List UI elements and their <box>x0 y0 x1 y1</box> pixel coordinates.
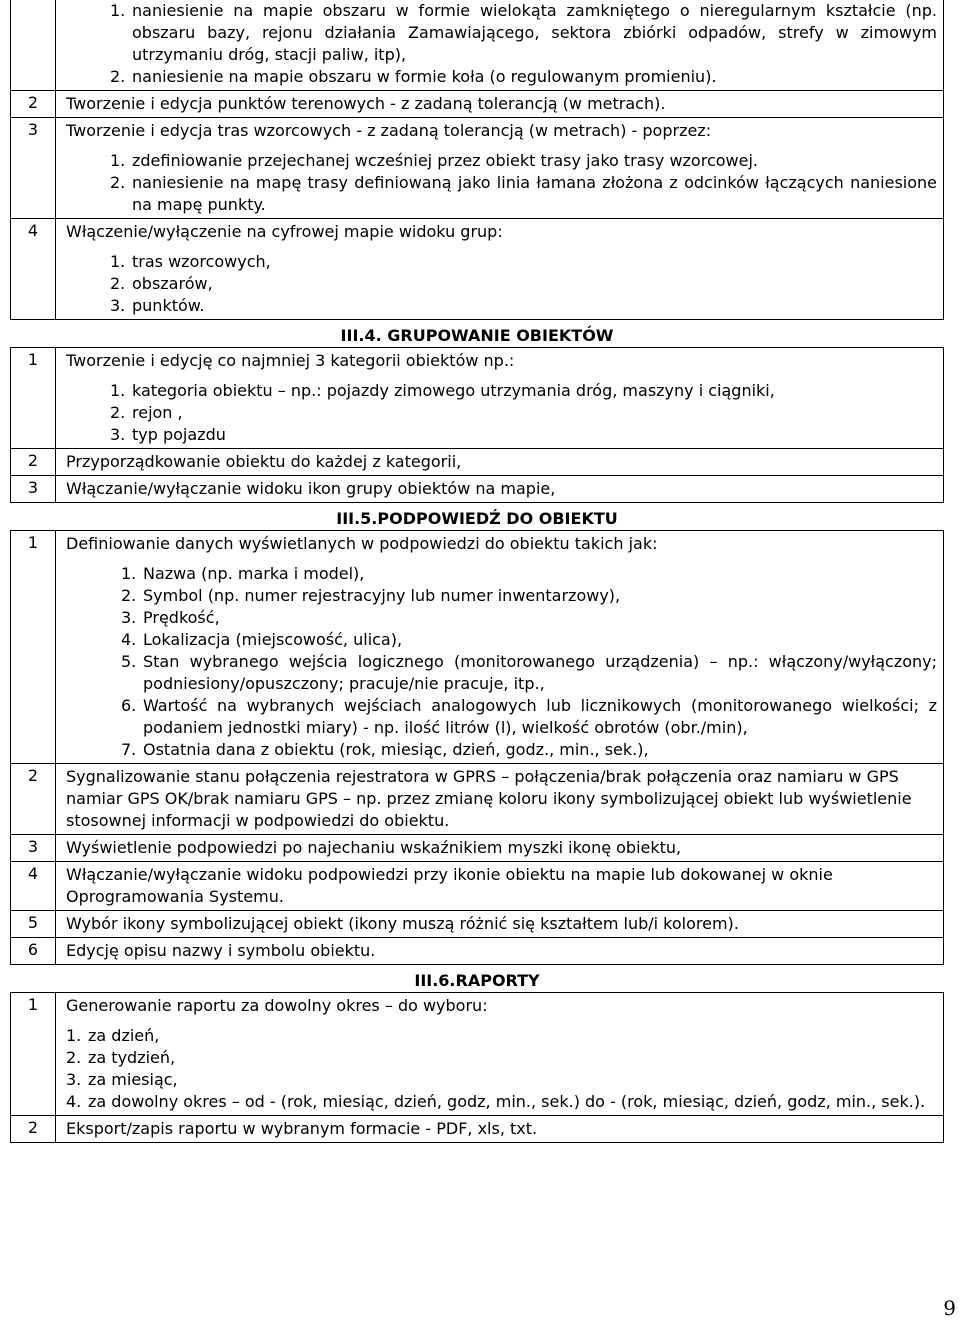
list-item <box>66 1047 937 1069</box>
row-number: 1 <box>27 533 39 552</box>
list-item-number: 1. <box>110 1 126 20</box>
row-text: Tworzenie i edycja punktów terenowych - z zadaną tolerancją (w metrach). <box>66 94 666 113</box>
row-number-cell <box>11 91 56 118</box>
list-item-number: 2. <box>110 403 126 422</box>
requirements-table <box>10 0 944 1143</box>
row-text-cell <box>56 938 944 965</box>
list-item-number: 1. <box>110 252 126 271</box>
list-item-text: tras wzorcowych, <box>132 252 271 271</box>
list-item-text: naniesienie na mapę trasy definiowaną jako linia łamana złożona z odcinków łączących naniesione na mapę punkty. <box>132 173 937 214</box>
row-text: Tworzenie i edycję co najmniej 3 kategorii obiektów np.: <box>66 351 515 370</box>
table-row <box>11 835 944 862</box>
list-item-number: 7. <box>121 740 137 759</box>
row-text-cell <box>56 449 944 476</box>
list-item-text: Prędkość, <box>143 608 220 627</box>
list-item-text: Nazwa (np. marka i model), <box>143 564 365 583</box>
row-number-cell <box>11 911 56 938</box>
row-text-cell <box>56 764 944 835</box>
row-text: Tworzenie i edycja tras wzorcowych - z zadaną tolerancją (w metrach) - poprzez: <box>66 121 712 140</box>
list-item <box>110 66 937 88</box>
sub-list <box>66 0 937 88</box>
list-item <box>110 273 937 295</box>
list-item-text: rejon , <box>132 403 183 422</box>
row-text-cell <box>56 911 944 938</box>
list-item <box>66 1069 937 1091</box>
table-row <box>11 1116 944 1143</box>
row-text-cell <box>56 993 944 1116</box>
list-item-text: punktów. <box>132 296 205 315</box>
table-row <box>11 348 944 449</box>
row-text-cell <box>56 862 944 911</box>
list-item <box>121 651 937 695</box>
list-item-text: naniesienie na mapie obszaru w formie wielokąta zamkniętego o nieregularnym kształcie (np. obszaru bazy, rejonu działania Zamawiającego, sektora zbiórki odpadów, strefy w zimowym utrzymaniu dróg, stacji paliw, itp), <box>132 1 937 64</box>
row-text: Wybór ikony symbolizującej obiekt (ikony muszą różnić się kształtem lub/i kolorem). <box>66 914 739 933</box>
list-item-number: 3. <box>121 608 137 627</box>
list-item-text: Wartość na wybranych wejściach analogowych lub licznikowych (monitorowanego wielkości; z podaniem jednostki miary) - np. ilość litrów (l), wielkość obrotów (obr./min), <box>143 696 937 737</box>
row-number: 5 <box>27 913 39 932</box>
list-item <box>121 695 937 739</box>
row-text-cell <box>56 531 944 764</box>
list-item <box>121 585 937 607</box>
list-item-text: typ pojazdu <box>132 425 226 444</box>
row-number: 3 <box>27 837 39 856</box>
list-item-number: 3. <box>110 296 126 315</box>
row-text-cell <box>56 219 944 320</box>
row-text: Edycję opisu nazwy i symbolu obiektu. <box>66 941 376 960</box>
row-number-cell <box>11 0 56 91</box>
table-row <box>11 764 944 835</box>
list-item-text: kategoria obiektu – np.: pojazdy zimowego utrzymania dróg, maszyny i ciągniki, <box>132 381 775 400</box>
row-text: Przyporządkowanie obiektu do każdej z kategorii, <box>66 452 462 471</box>
row-number-cell <box>11 219 56 320</box>
sub-list <box>66 150 937 216</box>
list-item-number: 3. <box>110 425 126 444</box>
list-item-text: za dowolny okres – od - (rok, miesiąc, dzień, godz, min., sek.) do - (rok, miesiąc, dzień, godz, min., sek.). <box>88 1092 926 1111</box>
row-number-cell <box>11 449 56 476</box>
list-item <box>121 563 937 585</box>
list-item-number: 5. <box>121 652 137 671</box>
list-item-number: 2. <box>121 586 137 605</box>
row-number: 3 <box>27 478 39 497</box>
row-number: 4 <box>27 221 39 240</box>
table-row <box>11 862 944 911</box>
row-number-cell <box>11 862 56 911</box>
row-number: 1 <box>27 350 39 369</box>
list-item <box>110 150 937 172</box>
list-item <box>66 1025 937 1047</box>
list-item <box>121 739 937 761</box>
list-item <box>110 402 937 424</box>
list-item-number: 2. <box>110 67 126 86</box>
row-text: Sygnalizowanie stanu połączenia rejestratora w GPRS – połączenia/brak połączenia oraz namiaru w GPS namiar GPS OK/brak namiaru GPS – np. przez zmianę koloru ikony symbolizującej obiekt lub wyświetlenie stosownej informacji w podpowiedzi do obiektu. <box>66 767 912 830</box>
table-row <box>11 476 944 503</box>
row-number-cell <box>11 476 56 503</box>
table-row <box>11 118 944 219</box>
row-number: 1 <box>27 995 39 1014</box>
row-text: Definiowanie danych wyświetlanych w podpowiedzi do obiektu takich jak: <box>66 534 658 553</box>
list-item-text: obszarów, <box>132 274 213 293</box>
row-text: Włączanie/wyłączanie widoku podpowiedzi przy ikonie obiektu na mapie lub dokowanej w oknie Oprogramowania Systemu. <box>66 865 833 906</box>
list-item <box>121 629 937 651</box>
list-item-number: 4. <box>66 1092 82 1111</box>
page-number: 9 <box>943 1296 956 1320</box>
list-item <box>110 251 937 273</box>
sub-list <box>66 563 937 761</box>
list-item-text: Stan wybranego wejścia logicznego (monitorowanego urządzenia) – np.: włączony/wyłączony; podniesiony/opuszczony; pracuje/nie pracuje, itp., <box>143 652 937 693</box>
row-number: 4 <box>27 864 39 883</box>
row-number-cell <box>11 938 56 965</box>
list-item-number: 6. <box>121 696 137 715</box>
row-number-cell <box>11 835 56 862</box>
list-item-number: 2. <box>66 1048 82 1067</box>
list-item <box>110 295 937 317</box>
row-text: Generowanie raportu za dowolny okres – do wyboru: <box>66 996 488 1015</box>
row-number-cell <box>11 531 56 764</box>
row-text-cell <box>56 476 944 503</box>
list-item <box>110 172 937 216</box>
row-number: 2 <box>27 766 39 785</box>
row-text-cell <box>56 118 944 219</box>
section-heading-iii4 <box>11 320 944 348</box>
table-row <box>11 449 944 476</box>
list-item-number: 1. <box>66 1026 82 1045</box>
list-item-text: za miesiąc, <box>88 1070 178 1089</box>
row-text-cell <box>56 348 944 449</box>
table-row <box>11 531 944 764</box>
section-heading-iii4-row <box>11 320 944 348</box>
row-text: Eksport/zapis raportu w wybranym formacie - PDF, xls, txt. <box>66 1119 538 1138</box>
row-text-cell <box>56 835 944 862</box>
list-item-number: 3. <box>66 1070 82 1089</box>
list-item-number: 1. <box>110 151 126 170</box>
section-heading-iii4-text: III.4. GRUPOWANIE OBIEKTÓW <box>340 326 614 345</box>
list-item-text: za tydzień, <box>88 1048 176 1067</box>
continuation-row <box>11 0 944 91</box>
list-item <box>66 1091 937 1113</box>
list-item-number: 2. <box>110 274 126 293</box>
list-item-text: Ostatnia dana z obiektu (rok, miesiąc, dzień, godz., min., sek.), <box>143 740 649 759</box>
section-heading-iii5 <box>11 503 944 531</box>
document-page <box>10 0 944 1143</box>
row-text: Włączanie/wyłączanie widoku ikon grupy obiektów na mapie, <box>66 479 556 498</box>
row-text-cell <box>56 91 944 118</box>
list-item-number: 1. <box>121 564 137 583</box>
row-number: 3 <box>27 120 39 139</box>
list-item-text: naniesienie na mapie obszaru w formie koła (o regulowanym promieniu). <box>132 67 717 86</box>
row-number: 6 <box>27 940 39 959</box>
row-text: Wyświetlenie podpowiedzi po najechaniu wskaźnikiem myszki ikonę obiektu, <box>66 838 682 857</box>
table-row <box>11 911 944 938</box>
list-item <box>110 0 937 66</box>
sub-list <box>66 251 937 317</box>
sub-list <box>66 1025 937 1113</box>
row-number-cell <box>11 764 56 835</box>
table-row <box>11 993 944 1116</box>
table-row <box>11 938 944 965</box>
section-heading-iii6 <box>11 965 944 993</box>
row-number-cell <box>11 1116 56 1143</box>
row-text-cell <box>56 0 944 91</box>
section-heading-iii6-text: III.6.RAPORTY <box>414 971 540 990</box>
table-row <box>11 91 944 118</box>
list-item-text: Lokalizacja (miejscowość, ulica), <box>143 630 403 649</box>
row-number: 2 <box>27 451 39 470</box>
list-item-number: 1. <box>110 381 126 400</box>
row-number-cell <box>11 348 56 449</box>
table-row <box>11 219 944 320</box>
section-heading-iii6-row <box>11 965 944 993</box>
list-item-text: Symbol (np. numer rejestracyjny lub numer inwentarzowy), <box>143 586 621 605</box>
list-item <box>121 607 937 629</box>
list-item-text: za dzień, <box>88 1026 160 1045</box>
section-heading-iii5-row <box>11 503 944 531</box>
row-number: 2 <box>27 93 39 112</box>
list-item-number: 2. <box>110 173 126 192</box>
row-text-cell <box>56 1116 944 1143</box>
list-item <box>110 380 937 402</box>
section-heading-iii5-text: III.5.PODPOWIEDŹ DO OBIEKTU <box>336 509 618 528</box>
row-number-cell <box>11 118 56 219</box>
list-item-text: zdefiniowanie przejechanej wcześniej przez obiekt trasy jako trasy wzorcowej. <box>132 151 758 170</box>
sub-list <box>66 380 937 446</box>
list-item-number: 4. <box>121 630 137 649</box>
list-item <box>110 424 937 446</box>
row-number-cell <box>11 993 56 1116</box>
row-number: 2 <box>27 1118 39 1137</box>
row-text: Włączenie/wyłączenie na cyfrowej mapie widoku grup: <box>66 222 503 241</box>
